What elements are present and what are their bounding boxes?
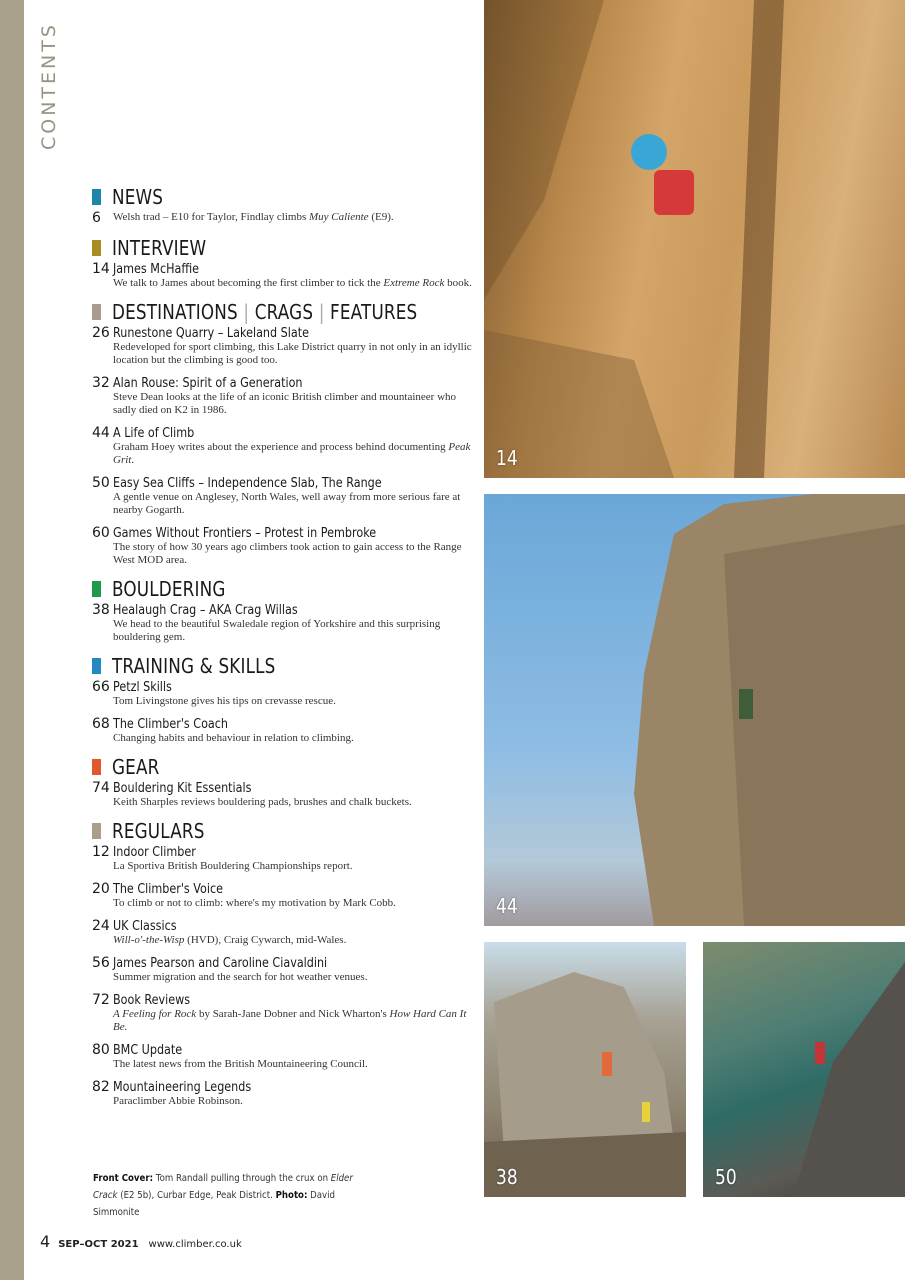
- section-marker: [92, 304, 101, 320]
- section-marker: [92, 759, 101, 775]
- photo-page-number: 14: [496, 446, 518, 470]
- entry-description: Will-o'-the-Wisp (HVD), Craig Cywarch, mid-Wales.: [113, 934, 347, 946]
- entry-description: Redeveloped for sport climbing, this Lake District quarry in not only in an idyllic location but the climbing is good too.: [113, 341, 472, 366]
- section-bouldering: [92, 576, 472, 644]
- toc-entry[interactable]: [92, 882, 472, 910]
- photo-gritstone-crag[interactable]: [484, 494, 905, 926]
- toc-entry[interactable]: [92, 376, 472, 417]
- entry-description: Welsh trad – E10 for Taylor, Findlay climbs Muy Caliente (E9).: [113, 211, 394, 223]
- entry-title: BMC Update: [113, 1043, 183, 1058]
- entry-title: Indoor Climber: [113, 845, 196, 860]
- entry-description: Steve Dean looks at the life of an iconic British climber and mountaineer who sadly died on K2 in 1986.: [113, 391, 457, 416]
- toc-entry[interactable]: [92, 426, 472, 467]
- contents-label: CONTENTS: [38, 22, 60, 150]
- entry-page-number: 32: [92, 375, 110, 391]
- entry-title: A Life of Climb: [113, 426, 195, 441]
- entry-description: The story of how 30 years ago climbers took action to gain access to the Range West MOD area.: [113, 541, 462, 566]
- entry-title: Petzl Skills: [113, 680, 172, 695]
- toc-entry[interactable]: [92, 326, 472, 367]
- section-title: NEWS: [112, 185, 164, 209]
- section-interview: [92, 235, 472, 290]
- issue-date: SEP–OCT 2021: [58, 1239, 139, 1250]
- section-news: [92, 184, 472, 226]
- toc-entry[interactable]: [92, 717, 472, 745]
- entry-description: A gentle venue on Anglesey, North Wales, well away from more serious fare at nearby Gogarth.: [113, 491, 461, 516]
- entry-page-number: 44: [92, 425, 110, 441]
- entry-title: Healaugh Crag – AKA Crag Willas: [113, 603, 298, 618]
- entry-description: Paraclimber Abbie Robinson.: [113, 1095, 243, 1107]
- entry-description: A Feeling for Rock by Sarah-Jane Dobner and Nick Wharton's How Hard Can It Be.: [113, 1008, 467, 1033]
- toc-entry[interactable]: [92, 211, 472, 226]
- rock-shading: [484, 0, 905, 478]
- toc-entry[interactable]: [92, 1080, 472, 1108]
- section-header: [92, 184, 472, 210]
- section-header: [92, 818, 472, 844]
- entry-page-number: 20: [92, 881, 110, 897]
- section-title: REGULARS: [112, 819, 205, 843]
- entry-title: Runestone Quarry – Lakeland Slate: [113, 326, 309, 341]
- toc-entry[interactable]: [92, 476, 472, 517]
- entry-description: Tom Livingstone gives his tips on crevasse rescue.: [113, 695, 336, 707]
- entry-title: Book Reviews: [113, 993, 191, 1008]
- section-title: BOULDERING: [112, 577, 226, 601]
- photo-bouldering[interactable]: [484, 942, 686, 1197]
- photo-climber-crack[interactable]: [484, 0, 905, 478]
- section-regulars: [92, 818, 472, 1108]
- entry-title: The Climber's Voice: [113, 882, 224, 897]
- page-number: 4: [40, 1232, 51, 1251]
- entry-page-number: 72: [92, 992, 110, 1008]
- entry-description: Changing habits and behaviour in relation to climbing.: [113, 732, 354, 744]
- side-color-bar: [0, 0, 24, 1280]
- photo-sea-cliff[interactable]: [703, 942, 905, 1197]
- entry-description: Keith Sharples reviews bouldering pads, brushes and chalk buckets.: [113, 796, 412, 808]
- front-cover-credit: Front Cover: Tom Randall pulling through the crux on Elder Crack (E2 5b), Curbar Edge, Peak District. Photo: David Simmonite: [93, 1173, 353, 1218]
- entry-page-number: 80: [92, 1042, 110, 1058]
- section-title: DESTINATIONS | CRAGS | FEATURES: [112, 300, 418, 324]
- toc-entry[interactable]: [92, 845, 472, 873]
- entry-description: We talk to James about becoming the first climber to tick the Extreme Rock book.: [113, 277, 472, 289]
- entry-page-number: 24: [92, 918, 110, 934]
- entry-description: La Sportiva British Bouldering Championships report.: [113, 860, 353, 872]
- entry-title: The Climber's Coach: [113, 717, 229, 732]
- toc-entry[interactable]: [92, 262, 472, 290]
- slab-shape: [703, 942, 905, 1197]
- entry-title: James McHaffie: [113, 262, 200, 277]
- entry-title: Bouldering Kit Essentials: [113, 781, 252, 796]
- section-header: [92, 653, 472, 679]
- entry-page-number: 56: [92, 955, 110, 971]
- entry-title: Games Without Frontiers – Protest in Pembroke: [113, 526, 377, 541]
- boulder-shape: [484, 942, 686, 1197]
- crag-shape: [484, 494, 905, 926]
- entry-page-number: 66: [92, 679, 110, 695]
- entry-page-number: 38: [92, 602, 110, 618]
- section-marker: [92, 658, 101, 674]
- toc-entry[interactable]: [92, 680, 472, 708]
- entry-page-number: 26: [92, 325, 110, 341]
- entry-description: Graham Hoey writes about the experience and process behind documenting Peak Grit.: [113, 441, 471, 466]
- toc-entry[interactable]: [92, 956, 472, 984]
- entry-page-number: 6: [92, 210, 101, 226]
- photo-page-number: 38: [496, 1165, 518, 1189]
- entry-page-number: 74: [92, 780, 110, 796]
- page-footer: [40, 1232, 242, 1251]
- section-destinations: [92, 299, 472, 567]
- photo-page-number: 44: [496, 894, 518, 918]
- toc-entry[interactable]: [92, 781, 472, 809]
- toc-entry[interactable]: [92, 603, 472, 644]
- entry-description: We head to the beautiful Swaledale region of Yorkshire and this surprising bouldering gem.: [113, 618, 441, 643]
- section-marker: [92, 189, 101, 205]
- section-training: [92, 653, 472, 745]
- entry-description: To climb or not to climb: where's my motivation by Mark Cobb.: [113, 897, 396, 909]
- entry-description: The latest news from the British Mountaineering Council.: [113, 1058, 368, 1070]
- entry-page-number: 12: [92, 844, 110, 860]
- toc-entry[interactable]: [92, 993, 472, 1034]
- entry-page-number: 82: [92, 1079, 110, 1095]
- toc-entry[interactable]: [92, 1043, 472, 1071]
- section-header: [92, 576, 472, 602]
- section-marker: [92, 581, 101, 597]
- section-title: INTERVIEW: [112, 236, 207, 260]
- section-title: GEAR: [112, 755, 160, 779]
- section-header: [92, 299, 472, 325]
- entry-description: Summer migration and the search for hot weather venues.: [113, 971, 368, 983]
- section-title: TRAINING & SKILLS: [112, 654, 276, 678]
- section-marker: [92, 823, 101, 839]
- website-link[interactable]: www.climber.co.uk: [148, 1239, 242, 1250]
- entry-title: Alan Rouse: Spirit of a Generation: [113, 376, 303, 391]
- entry-title: James Pearson and Caroline Ciavaldini: [113, 956, 328, 971]
- section-marker: [92, 240, 101, 256]
- entry-title: Mountaineering Legends: [113, 1080, 252, 1095]
- table-of-contents: [92, 184, 472, 1117]
- entry-page-number: 14: [92, 261, 110, 277]
- photo-page-number: 50: [715, 1165, 737, 1189]
- entry-page-number: 68: [92, 716, 110, 732]
- entry-page-number: 50: [92, 475, 110, 491]
- section-gear: [92, 754, 472, 809]
- toc-entry[interactable]: [92, 526, 472, 567]
- section-header: [92, 754, 472, 780]
- entry-page-number: 60: [92, 525, 110, 541]
- entry-title: Easy Sea Cliffs – Independence Slab, The Range: [113, 476, 382, 491]
- section-header: [92, 235, 472, 261]
- toc-entry[interactable]: [92, 919, 472, 947]
- entry-title: UK Classics: [113, 919, 177, 934]
